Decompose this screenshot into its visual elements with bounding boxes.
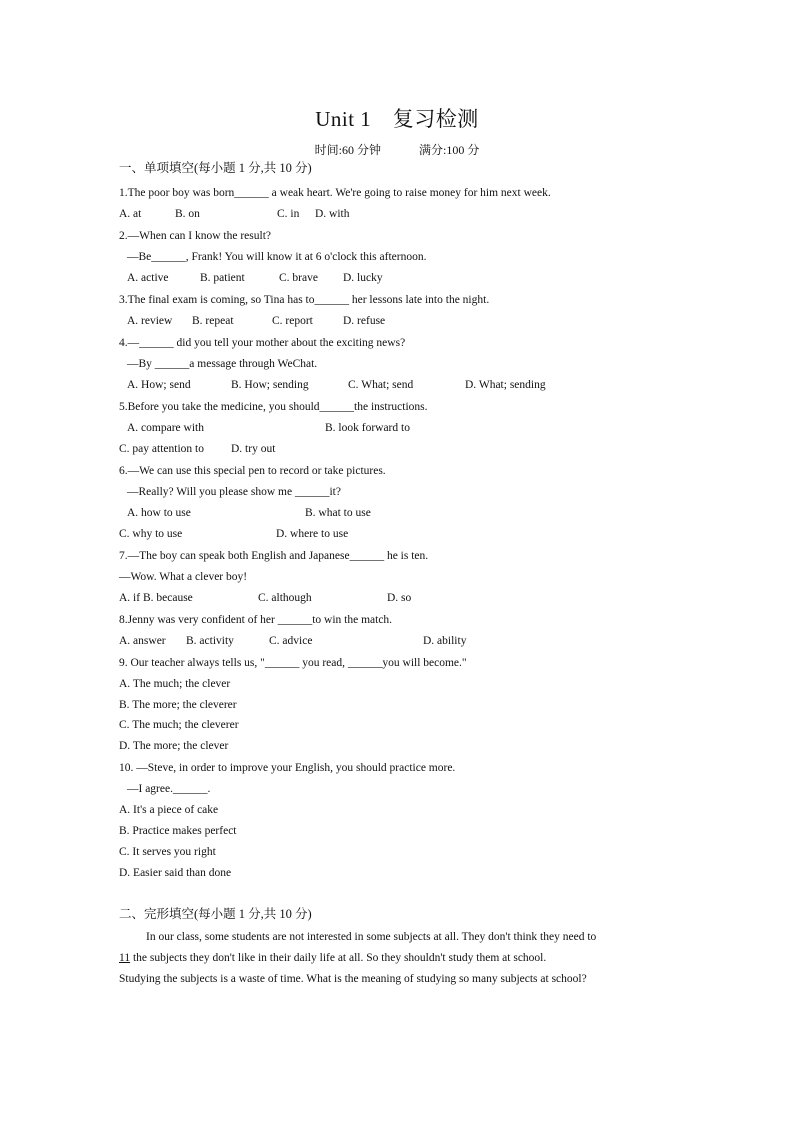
option-a: A. compare with [127, 422, 204, 434]
option-b: B. look forward to [325, 422, 410, 434]
question-stem: 4.—______ did you tell your mother about the exciting news? [119, 337, 406, 349]
option-d: D. with [315, 208, 350, 220]
option-d: D. where to use [276, 528, 349, 540]
cloze-blank-number: 11 [119, 952, 131, 964]
option-a-b: A. if B. because [119, 592, 193, 604]
option-d: D. Easier said than done [119, 867, 232, 879]
option-a: A. how to use [127, 507, 191, 519]
option-d: D. try out [231, 443, 276, 455]
option-c: C. report [272, 315, 313, 327]
option-d: D. lucky [343, 272, 383, 284]
option-a: A. at [119, 208, 142, 220]
option-a: A. It's a piece of cake [119, 804, 219, 816]
option-a: A. The much; the clever [119, 678, 231, 690]
option-b: B. repeat [192, 315, 234, 327]
option-a: A. review [127, 315, 173, 327]
option-d: D. The more; the clever [119, 740, 229, 752]
section-heading-cloze: 二、完形填空(每小题 1 分,共 10 分) [119, 907, 312, 921]
passage-line [119, 950, 546, 966]
option-b: B. The more; the cleverer [119, 699, 237, 711]
option-c: C. pay attention to [119, 443, 204, 455]
option-b: B. activity [186, 635, 234, 647]
question-stem: 6.—We can use this special pen to record or take pictures. [119, 465, 386, 477]
option-c: C. in [277, 208, 300, 220]
option-a: A. answer [119, 635, 166, 647]
question-stem: 8.Jenny was very confident of her ______to win the match. [119, 614, 393, 626]
question-reply: —By ______a message through WeChat. [127, 358, 318, 370]
time-limit: 时间:60 分钟 [314, 143, 381, 157]
option-b: B. on [175, 208, 200, 220]
passage-line: In our class, some students are not interested in some subjects at all. They don't think they need to [146, 931, 597, 943]
exam-meta [0, 141, 794, 158]
option-c: C. although [258, 592, 312, 604]
option-d: D. What; sending [465, 379, 546, 391]
option-c: C. why to use [119, 528, 183, 540]
full-score: 满分:100 分 [419, 143, 480, 157]
option-d: D. refuse [343, 315, 386, 327]
question-stem: 10. —Steve, in order to improve your English, you should practice more. [119, 762, 456, 774]
option-a: A. active [127, 272, 169, 284]
page-title: Unit 1 复习检测 [315, 107, 479, 131]
option-c: C. The much; the cleverer [119, 719, 239, 731]
question-reply: —Be______, Frank! You will know it at 6 o'clock this afternoon. [127, 251, 427, 263]
option-c: C. It serves you right [119, 846, 216, 858]
question-stem: 1.The poor boy was born______ a weak heart. We're going to raise money for him next week. [119, 187, 551, 199]
question-stem: 2.—When can I know the result? [119, 230, 272, 242]
question-stem: 9. Our teacher always tells us, "______ you read, ______you will become." [119, 657, 467, 669]
question-stem: 3.The final exam is coming, so Tina has to______ her lessons late into the night. [119, 294, 490, 306]
question-reply: —Really? Will you please show me ______it? [127, 486, 341, 498]
option-a: A. How; send [127, 379, 191, 391]
option-c: C. What; send [348, 379, 414, 391]
option-b: B. Practice makes perfect [119, 825, 237, 837]
option-b: B. How; sending [231, 379, 309, 391]
question-stem: 5.Before you take the medicine, you should______the instructions. [119, 401, 428, 413]
section-heading-single-choice: 一、单项填空(每小题 1 分,共 10 分) [119, 161, 312, 175]
passage-text: the subjects they don't like in their daily life at all. So they shouldn't study them at school. [130, 952, 547, 964]
passage-line: Studying the subjects is a waste of time. What is the meaning of studying so many subjects at school? [119, 973, 587, 985]
option-b: B. what to use [305, 507, 371, 519]
option-c: C. advice [269, 635, 313, 647]
option-c: C. brave [279, 272, 318, 284]
question-reply: —I agree.______. [127, 783, 211, 795]
option-d: D. so [387, 592, 412, 604]
option-d: D. ability [423, 635, 467, 647]
question-reply: —Wow. What a clever boy! [119, 571, 248, 583]
question-stem: 7.—The boy can speak both English and Japanese______ he is ten. [119, 550, 429, 562]
option-b: B. patient [200, 272, 245, 284]
